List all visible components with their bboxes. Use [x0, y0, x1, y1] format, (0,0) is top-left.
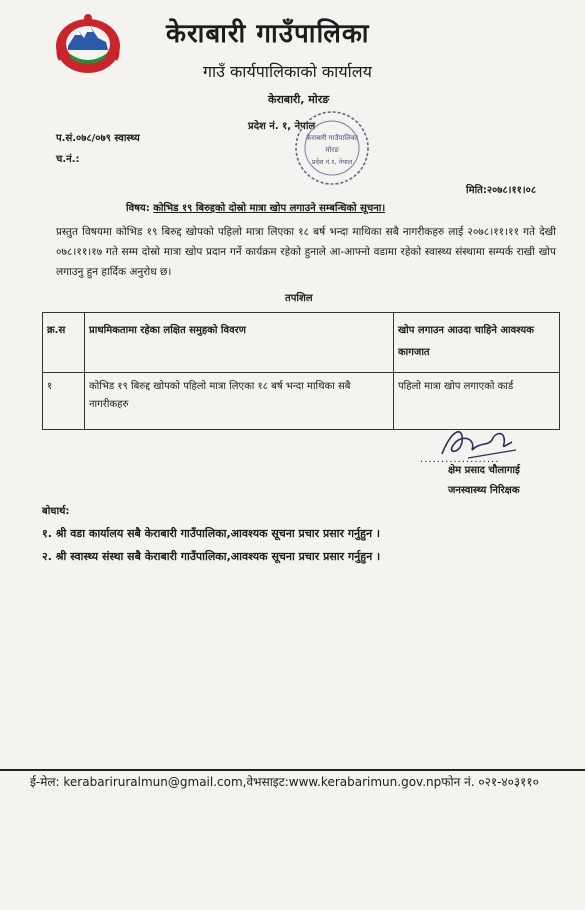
table-header-row — [43, 313, 560, 373]
svg-text:मोरङ: मोरङ — [325, 146, 339, 154]
bodharth-item: २. श्री स्वास्थ्य संस्था सबै केराबारी गाउँपालिका,आवश्यक सूचना प्रचार प्रसार गर्नुहुन । — [42, 550, 381, 563]
subject-text: कोभिड १९ बिरुद्दको दोस्रो मात्रा खोप लगाउने सम्बन्धिको सूचना। — [153, 203, 386, 214]
office-stamp-seal — [292, 108, 372, 194]
details-table — [42, 312, 560, 430]
signatory-name: क्षेम प्रसाद चौलागाई — [448, 465, 520, 476]
column-header-sn: क्र.स — [43, 313, 85, 373]
letter-date: मिति:२०७८।११।०८ — [466, 185, 537, 196]
patra-sankhya: प.सं.०७८/०७९ स्वास्थ्य — [56, 133, 140, 144]
signature-line: ................... — [420, 454, 500, 465]
subject-line — [126, 200, 385, 214]
notice-body: प्रस्तुत विषयमा कोभिड १९ बिरुद्द खोपको पहिलो मात्रा लिएका १८ बर्ष भन्दा माथिका सबै नागरीकहरु लाई २०७८।११।११ गते देखी ०७८।११।१७ गते सम्म दोस्रो मात्रा खोप प्रदान गर्ने कार्यक्रम रहेको हुनाले आ-आफ्नो वडामा रहेको स्वास्थ्य संस्थामा सम्पर्क राखी खोप लगाउनु हुन हार्दिक अनुरोध छ। — [56, 226, 556, 278]
table-heading: तपशिल — [285, 293, 313, 304]
subject-prefix: विषय: — [126, 203, 150, 214]
svg-text:प्रदेश नं.१, नेपाल: प्रदेश नं.१, नेपाल — [311, 158, 353, 166]
bodharth-label: बोधार्थ: — [42, 506, 70, 517]
office-province: प्रदेश नं. १, नेपाल — [248, 121, 316, 132]
cell-target-group: कोभिड १९ बिरुद्द खोपको पहिलो मात्रा लिएका १८ बर्ष भन्दा माथिका सबै नागरीकहरु — [85, 373, 394, 430]
footer-divider — [0, 769, 585, 771]
column-header-target-group: प्राथमिकतामा रहेका लक्षित समुहको विवरण — [85, 313, 394, 373]
footer-contact: ई-मेल: kerabariruralmun@gmail.com,वेभसाइट:www.kerabarimun.gov.npफोन नं. ०२१-४०३११० — [30, 775, 539, 789]
cell-documents: पहिलो मात्रा खोप लगाएको कार्ड — [394, 373, 560, 430]
nepal-emblem-logo — [52, 12, 124, 76]
bodharth-item: १. श्री वडा कार्यालय सबै केराबारी गाउँपालिका,आवश्यक सूचना प्रचार प्रसार गर्नुहुन । — [42, 527, 381, 540]
cell-sn: १ — [43, 373, 85, 430]
office-title: केराबारी गाउँपालिका — [166, 19, 370, 49]
signatory-title: जनस्वास्थ्य निरिक्षक — [448, 485, 520, 496]
column-header-documents: खोप लगाउन आउदा चाहिने आवश्यक कागजात — [394, 313, 560, 373]
office-subtitle: गाउँ कार्यपालिकाको कार्यालय — [203, 62, 372, 81]
office-address: केराबारी, मोरङ — [268, 93, 330, 106]
chalani-number: च.नं.: — [56, 154, 80, 165]
svg-text:केराबारी गाउँपालिका: केराबारी गाउँपालिका — [306, 134, 358, 142]
